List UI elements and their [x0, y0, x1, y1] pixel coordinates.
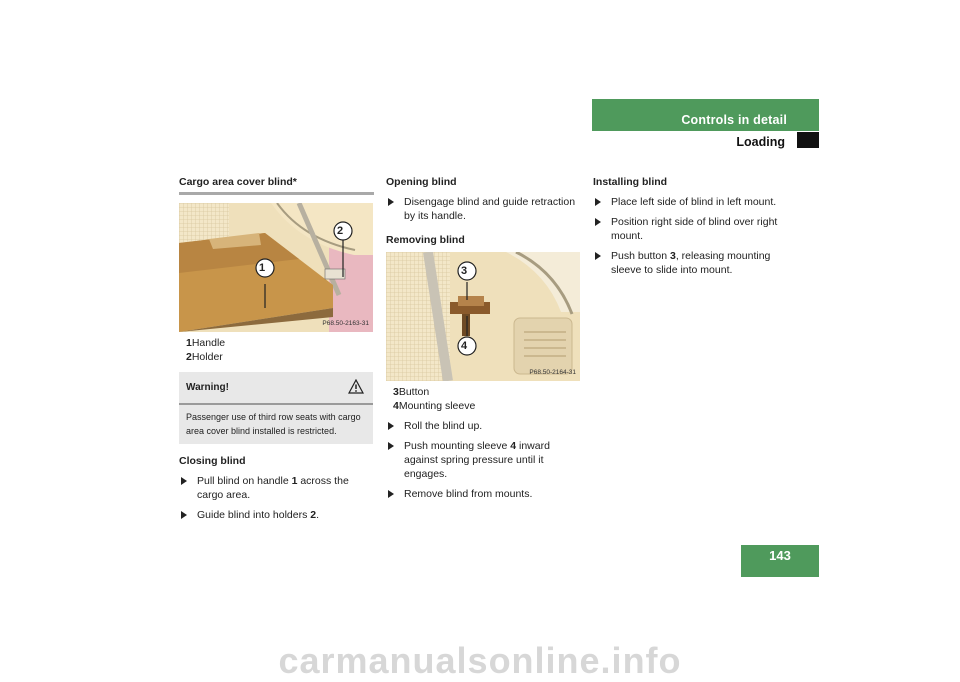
list-item: Roll the blind up. [386, 419, 581, 433]
bullet-arrow-icon [388, 422, 394, 430]
heading-rule [179, 192, 374, 195]
warning-text: Passenger use of third row seats with cargo area cover blind installed is restricted. [186, 412, 361, 436]
installing-heading: Installing blind [593, 176, 668, 188]
section-header-bar [592, 99, 819, 131]
bullet-arrow-icon [595, 252, 601, 260]
warning-title: Warning! [186, 382, 229, 393]
figure-legend [386, 385, 581, 413]
removing-heading: Removing blind [386, 234, 465, 246]
legend-item: 4Mounting sleeve [393, 400, 476, 412]
list-item: Place left side of blind in left mount. [593, 195, 788, 209]
callout-3: 3 [461, 265, 468, 277]
opening-steps [386, 195, 581, 223]
column-cargo-cover [179, 175, 374, 522]
bullet-arrow-icon [388, 490, 394, 498]
figure-legend [179, 336, 374, 364]
subsection-marker [797, 132, 819, 148]
legend-item: 3Button [393, 386, 430, 398]
column-opening-removing [386, 175, 581, 501]
list-item: Remove blind from mounts. [386, 487, 581, 501]
figure-code: P68.50-2164-31 [529, 369, 576, 376]
bullet-arrow-icon [595, 218, 601, 226]
list-item: Push mounting sleeve 4 inward against spring pressure until it engages. [386, 439, 581, 481]
page-number: 143 [741, 545, 819, 577]
figure-removing [386, 252, 580, 381]
callout-2: 2 [337, 225, 344, 237]
callout-1: 1 [259, 262, 266, 274]
list-item: Disengage blind and guide retraction by its handle. [386, 195, 581, 223]
closing-heading: Closing blind [179, 455, 246, 467]
warning-triangle-icon [348, 379, 364, 395]
watermark: carmanualsonline.info [278, 640, 682, 681]
section-heading: Cargo area cover blind* [179, 176, 297, 188]
installing-steps [593, 195, 788, 277]
list-item: Position right side of blind over right mount. [593, 215, 788, 243]
callout-4: 4 [461, 340, 468, 352]
subsection-title: Loading [736, 135, 785, 149]
figure-cargo-cover [179, 203, 373, 332]
warning-header [179, 372, 373, 405]
legend-item: 1Handle [186, 337, 226, 349]
mount-illustration [386, 252, 580, 381]
bullet-arrow-icon [181, 511, 187, 519]
list-item: Push button 3, releasing mounting sleeve to slide into mount. [593, 249, 788, 277]
column-installing [593, 175, 788, 277]
bullet-arrow-icon [388, 198, 394, 206]
figure-code: P68.50-2163-31 [322, 320, 369, 327]
closing-steps [179, 474, 374, 522]
bullet-arrow-icon [595, 198, 601, 206]
removing-steps [386, 419, 581, 501]
legend-item: 2Holder [186, 351, 223, 363]
list-item: Guide blind into holders 2. [179, 508, 374, 522]
bullet-arrow-icon [388, 442, 394, 450]
warning-box [179, 372, 373, 444]
section-title: Controls in detail [681, 113, 787, 127]
list-item: Pull blind on handle 1 across the cargo area. [179, 474, 374, 502]
bullet-arrow-icon [181, 477, 187, 485]
cargo-cover-illustration [179, 203, 373, 332]
opening-heading: Opening blind [386, 176, 457, 188]
